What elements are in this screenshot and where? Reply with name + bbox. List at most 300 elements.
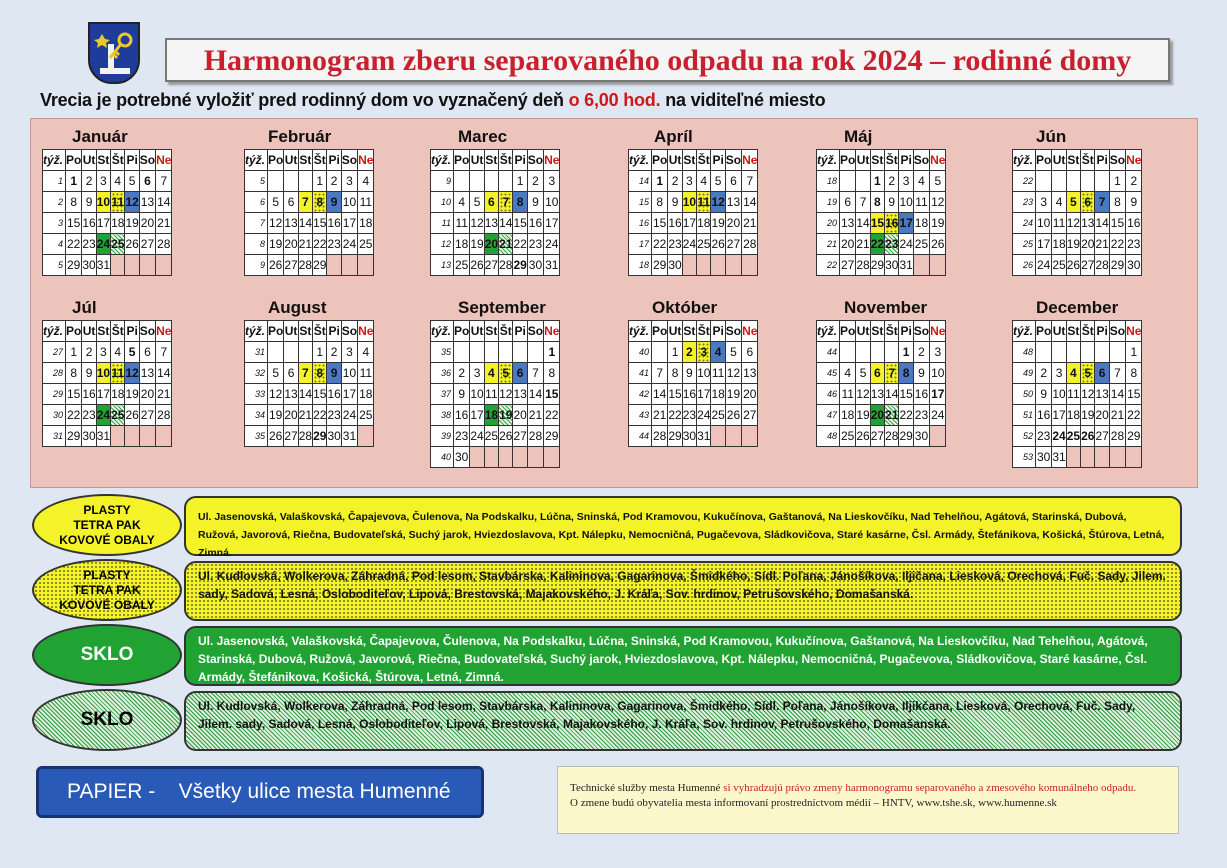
- week-row: [431, 342, 560, 363]
- week-number: 3: [43, 213, 66, 234]
- day-cell: 26: [711, 234, 725, 255]
- week-header: týž.: [431, 321, 454, 342]
- day-cell: 11: [111, 192, 125, 213]
- day-cell: 7: [885, 363, 899, 384]
- week-row: [43, 192, 172, 213]
- week-row: [629, 192, 758, 213]
- day-cell: 9: [1126, 192, 1142, 213]
- day-cell: 10: [1052, 384, 1066, 405]
- day-cell: 26: [725, 405, 741, 426]
- day-cell: 10: [470, 384, 484, 405]
- day-cell: 29: [652, 255, 668, 276]
- day-header: Ut: [668, 150, 682, 171]
- week-row: [245, 384, 374, 405]
- week-number: 13: [431, 255, 454, 276]
- week-number: 45: [817, 363, 840, 384]
- blank-cell: [697, 255, 711, 276]
- legend-label-line: TETRA PAK: [73, 582, 141, 597]
- day-cell: 30: [682, 426, 696, 447]
- day-cell: 2: [527, 171, 543, 192]
- blank-cell: [913, 255, 929, 276]
- week-row: [629, 426, 758, 447]
- day-cell: 1: [66, 171, 82, 192]
- day-cell: 3: [899, 171, 913, 192]
- month-name: Júl: [72, 298, 97, 317]
- day-cell: 7: [298, 192, 312, 213]
- day-cell: 13: [1081, 213, 1095, 234]
- day-header: Ut: [82, 321, 96, 342]
- day-cell: 29: [313, 426, 327, 447]
- day-cell: 19: [1066, 234, 1080, 255]
- day-cell: 15: [544, 384, 560, 405]
- day-cell: 24: [899, 234, 913, 255]
- day-cell: 24: [1052, 426, 1066, 447]
- day-cell: 19: [499, 405, 513, 426]
- day-cell: 6: [513, 363, 527, 384]
- day-cell: 16: [454, 405, 470, 426]
- day-header: Št: [885, 150, 899, 171]
- week-number: 24: [1013, 213, 1036, 234]
- week-number: 22: [817, 255, 840, 276]
- month-name: Apríl: [654, 127, 693, 146]
- day-cell: 26: [930, 234, 946, 255]
- week-number: 31: [43, 426, 66, 447]
- day-cell: 29: [544, 426, 560, 447]
- day-cell: 10: [96, 192, 110, 213]
- day-cell: 9: [327, 192, 341, 213]
- legend-label-line: PLASTY: [83, 567, 131, 582]
- day-cell: 10: [544, 192, 560, 213]
- empty-cell: [284, 342, 298, 363]
- note-line-1: [570, 781, 1170, 796]
- week-row: [1013, 171, 1142, 192]
- blank-cell: [156, 255, 172, 276]
- day-cell: 19: [125, 213, 139, 234]
- day-cell: 24: [930, 405, 946, 426]
- week-number: 6: [245, 192, 268, 213]
- day-cell: 30: [913, 426, 929, 447]
- day-cell: 1: [513, 171, 527, 192]
- empty-cell: [1066, 342, 1080, 363]
- day-cell: 8: [870, 192, 884, 213]
- week-header: týž.: [817, 150, 840, 171]
- legend-label-text: [81, 644, 134, 666]
- day-header: Ne: [156, 321, 172, 342]
- subtitle-suffix: na viditeľné miesto: [660, 90, 826, 110]
- empty-cell: [1095, 342, 1109, 363]
- day-cell: 17: [682, 213, 696, 234]
- empty-cell: [840, 342, 856, 363]
- day-cell: 28: [885, 426, 899, 447]
- day-cell: 24: [544, 234, 560, 255]
- day-cell: 22: [668, 405, 682, 426]
- day-cell: 31: [899, 255, 913, 276]
- day-header: Pi: [899, 321, 913, 342]
- day-cell: 3: [96, 342, 110, 363]
- day-cell: 16: [327, 213, 341, 234]
- day-cell: 9: [668, 192, 682, 213]
- day-cell: 13: [742, 363, 758, 384]
- day-cell: 11: [1066, 384, 1080, 405]
- week-row: [431, 363, 560, 384]
- blank-cell: [742, 426, 758, 447]
- day-header: Ne: [1126, 150, 1142, 171]
- week-row: [431, 447, 560, 468]
- day-header: Št: [111, 150, 125, 171]
- week-row: [245, 192, 374, 213]
- day-cell: 8: [544, 363, 560, 384]
- day-header: St: [870, 150, 884, 171]
- day-cell: 10: [341, 192, 357, 213]
- week-row: [817, 363, 946, 384]
- week-row: [817, 171, 946, 192]
- day-cell: 4: [358, 342, 374, 363]
- day-cell: 14: [156, 192, 172, 213]
- day-cell: 23: [82, 405, 96, 426]
- legend-streets: Ul. Jasenovská, Valaškovská, Čapajevova, Čulenova, Na Podskalku, Lúčna, Sninská, Pod Kramovou, Kukučínova, Gaštanová, Na Lieskovčíku, Nad Tehelňou, Agátová, Starinská, Dubová, Ružová, Javorová, Riečna, Budovateľská, Suchý jarok, Hviezdoslavova, Kpt. Nálepku, Nemocničná, Pugačevova, Sládkovičova, Staré kasárne, Čsl. Armády, Štefánikova, Košická, Štúrova, Letná, Zimná.: [184, 496, 1182, 556]
- week-header: týž.: [1013, 321, 1036, 342]
- day-cell: 23: [885, 234, 899, 255]
- day-cell: 2: [682, 342, 696, 363]
- week-row: [1013, 342, 1142, 363]
- empty-cell: [1109, 342, 1125, 363]
- month-name: Február: [268, 127, 332, 146]
- day-header: Št: [111, 321, 125, 342]
- empty-cell: [499, 171, 513, 192]
- day-header: Pi: [513, 321, 527, 342]
- day-header: Ut: [856, 150, 870, 171]
- month-table: [430, 320, 560, 468]
- day-cell: 16: [913, 384, 929, 405]
- empty-cell: [840, 171, 856, 192]
- week-number: 35: [245, 426, 268, 447]
- day-cell: 15: [1126, 384, 1142, 405]
- day-cell: 5: [711, 171, 725, 192]
- day-cell: 19: [470, 234, 484, 255]
- week-number: 33: [245, 384, 268, 405]
- day-header: Po: [1036, 150, 1052, 171]
- day-cell: 27: [484, 255, 498, 276]
- week-row: [629, 363, 758, 384]
- day-cell: 3: [682, 171, 696, 192]
- week-number: 1: [43, 171, 66, 192]
- day-cell: 3: [96, 171, 110, 192]
- legend-label: [32, 559, 182, 621]
- week-row: [245, 213, 374, 234]
- day-header: St: [96, 150, 110, 171]
- day-cell: 24: [470, 426, 484, 447]
- day-cell: 5: [499, 363, 513, 384]
- day-cell: 17: [96, 213, 110, 234]
- legend-label: [32, 624, 182, 686]
- week-number: 21: [817, 234, 840, 255]
- week-number: 31: [245, 342, 268, 363]
- day-cell: 4: [111, 171, 125, 192]
- day-cell: 2: [913, 342, 929, 363]
- blank-cell: [1066, 447, 1080, 468]
- blank-cell: [1109, 447, 1125, 468]
- day-cell: 9: [885, 192, 899, 213]
- day-cell: 30: [668, 255, 682, 276]
- info-note: [557, 766, 1179, 834]
- day-cell: 1: [544, 342, 560, 363]
- day-cell: 8: [66, 363, 82, 384]
- week-row: [1013, 384, 1142, 405]
- legend-label-line: TETRA PAK: [73, 517, 141, 532]
- week-row: [43, 255, 172, 276]
- day-cell: 15: [870, 213, 884, 234]
- day-cell: 15: [313, 213, 327, 234]
- day-cell: 22: [1126, 405, 1142, 426]
- day-cell: 25: [454, 255, 470, 276]
- day-cell: 16: [1036, 405, 1052, 426]
- day-cell: 11: [111, 363, 125, 384]
- day-cell: 23: [82, 234, 96, 255]
- day-header: Ne: [544, 321, 560, 342]
- day-cell: 13: [513, 384, 527, 405]
- papier-banner: PAPIER - Všetky ulice mesta Humenné: [36, 766, 484, 818]
- empty-cell: [268, 342, 284, 363]
- week-row: [43, 234, 172, 255]
- day-cell: 27: [870, 426, 884, 447]
- day-header: Št: [313, 321, 327, 342]
- page-title: Harmonogram zberu separovaného odpadu na rok 2024 – rodinné domy: [165, 38, 1170, 82]
- week-header: týž.: [245, 150, 268, 171]
- week-row: [817, 192, 946, 213]
- day-cell: 26: [268, 255, 284, 276]
- day-cell: 17: [341, 384, 357, 405]
- day-header: St: [682, 321, 696, 342]
- week-header: týž.: [1013, 150, 1036, 171]
- day-cell: 16: [82, 384, 96, 405]
- day-cell: 7: [1095, 192, 1109, 213]
- day-cell: 13: [284, 384, 298, 405]
- week-number: 50: [1013, 384, 1036, 405]
- day-cell: 2: [82, 171, 96, 192]
- week-row: [43, 171, 172, 192]
- day-header: Pi: [125, 321, 139, 342]
- day-cell: 27: [1081, 255, 1095, 276]
- subtitle-time: o 6,00 hod.: [568, 90, 661, 110]
- day-cell: 13: [870, 384, 884, 405]
- day-cell: 13: [1095, 384, 1109, 405]
- day-header: Pi: [125, 150, 139, 171]
- empty-cell: [1036, 342, 1052, 363]
- week-row: [431, 192, 560, 213]
- day-cell: 21: [156, 213, 172, 234]
- day-header: Pi: [1095, 150, 1109, 171]
- day-cell: 15: [668, 384, 682, 405]
- empty-cell: [1081, 342, 1095, 363]
- week-number: 38: [431, 405, 454, 426]
- day-header: Ne: [742, 321, 758, 342]
- day-cell: 8: [1109, 192, 1125, 213]
- week-row: [431, 234, 560, 255]
- empty-cell: [1052, 171, 1066, 192]
- blank-cell: [358, 255, 374, 276]
- day-cell: 30: [1036, 447, 1052, 468]
- day-cell: 30: [527, 255, 543, 276]
- week-number: 19: [817, 192, 840, 213]
- day-header: So: [725, 150, 741, 171]
- day-cell: 12: [1081, 384, 1095, 405]
- blank-cell: [139, 426, 155, 447]
- day-cell: 25: [913, 234, 929, 255]
- month-table: [816, 320, 946, 447]
- week-header: týž.: [629, 150, 652, 171]
- month-table: [1012, 149, 1142, 276]
- day-cell: 7: [856, 192, 870, 213]
- day-cell: 19: [725, 384, 741, 405]
- day-cell: 13: [725, 192, 741, 213]
- week-number: 40: [431, 447, 454, 468]
- week-number: 27: [43, 342, 66, 363]
- day-header: Ne: [930, 321, 946, 342]
- month-table: [816, 149, 946, 276]
- day-header: St: [870, 321, 884, 342]
- day-cell: 10: [899, 192, 913, 213]
- week-row: [817, 426, 946, 447]
- day-cell: 19: [125, 384, 139, 405]
- day-cell: 14: [527, 384, 543, 405]
- day-cell: 8: [313, 192, 327, 213]
- day-cell: 20: [840, 234, 856, 255]
- day-cell: 28: [156, 234, 172, 255]
- blank-cell: [725, 426, 741, 447]
- day-cell: 20: [139, 384, 155, 405]
- day-cell: 22: [313, 405, 327, 426]
- day-cell: 12: [725, 363, 741, 384]
- day-header: Ne: [1126, 321, 1142, 342]
- legend-streets: Ul. Kudlovská, Wolkerova, Záhradná, Pod lesom, Stavbárska, Kalininova, Gagarinova, Šmidkého, Sídl. Poľana, Jánošíkova, Iljikčana, Liesková, Orechová, Fuč. Sady, Jilem. sady, Sadová, Lesná, Osloboditeľov, Lipová, Brestovská, Majakovského, J. Kráľa, Sov. hrdinov, Petrušovského, Domašanská.: [184, 691, 1182, 751]
- month-table: [42, 320, 172, 447]
- blank-cell: [111, 255, 125, 276]
- day-header: So: [139, 150, 155, 171]
- week-number: 53: [1013, 447, 1036, 468]
- day-cell: 21: [156, 384, 172, 405]
- day-cell: 5: [1081, 363, 1095, 384]
- day-cell: 4: [711, 342, 725, 363]
- day-cell: 7: [298, 363, 312, 384]
- empty-cell: [652, 342, 668, 363]
- day-cell: 19: [268, 234, 284, 255]
- day-cell: 5: [930, 171, 946, 192]
- day-cell: 6: [1095, 363, 1109, 384]
- day-header: St: [1066, 150, 1080, 171]
- week-header: týž.: [245, 321, 268, 342]
- day-cell: 14: [298, 213, 312, 234]
- day-cell: 31: [697, 426, 711, 447]
- day-header: Ut: [1052, 150, 1066, 171]
- day-cell: 9: [527, 192, 543, 213]
- legend-streets: Ul. Jasenovská, Valaškovská, Čapajevova, Čulenova, Na Podskalku, Lúčna, Sninská, Pod Kramovou, Kukučínova, Gaštanová, Na Lieskovčíku, Nad Tehelňou, Agátová, Starinská, Dubová, Ružová, Javorová, Riečna, Budovateľská, Suchý jarok, Hviezdoslavova, Kpt. Nálepku, Nemocničná, Pugačevova, Sládkovičova, Staré kasárne, Čsl. Armády, Štefánikova, Košická, Štúrova, Letná, Zimná.: [184, 626, 1182, 686]
- day-header: Ut: [668, 321, 682, 342]
- month-name: November: [844, 298, 928, 317]
- week-number: 22: [1013, 171, 1036, 192]
- day-cell: 7: [1109, 363, 1125, 384]
- day-cell: 11: [913, 192, 929, 213]
- day-cell: 17: [544, 213, 560, 234]
- blank-cell: [544, 447, 560, 468]
- day-cell: 21: [527, 405, 543, 426]
- day-cell: 1: [870, 171, 884, 192]
- day-cell: 15: [1109, 213, 1125, 234]
- day-cell: 11: [711, 363, 725, 384]
- day-cell: 16: [527, 213, 543, 234]
- empty-cell: [527, 342, 543, 363]
- day-cell: 27: [284, 426, 298, 447]
- day-header: So: [527, 321, 543, 342]
- day-cell: 14: [1095, 213, 1109, 234]
- day-cell: 14: [856, 213, 870, 234]
- day-cell: 1: [313, 171, 327, 192]
- day-cell: 4: [913, 171, 929, 192]
- blank-cell: [470, 447, 484, 468]
- day-header: St: [1066, 321, 1080, 342]
- day-cell: 15: [513, 213, 527, 234]
- blank-cell: [125, 426, 139, 447]
- day-header: Ut: [856, 321, 870, 342]
- day-cell: 14: [652, 384, 668, 405]
- blank-cell: [711, 426, 725, 447]
- day-cell: 21: [298, 405, 312, 426]
- empty-cell: [856, 171, 870, 192]
- day-cell: 23: [527, 234, 543, 255]
- week-number: 8: [245, 234, 268, 255]
- blank-cell: [513, 447, 527, 468]
- day-cell: 22: [513, 234, 527, 255]
- week-row: [1013, 363, 1142, 384]
- week-row: [431, 426, 560, 447]
- day-cell: 30: [1126, 255, 1142, 276]
- day-header: Ut: [470, 150, 484, 171]
- day-cell: 10: [930, 363, 946, 384]
- day-cell: 18: [111, 213, 125, 234]
- week-number: 17: [629, 234, 652, 255]
- day-cell: 21: [652, 405, 668, 426]
- empty-cell: [856, 342, 870, 363]
- week-row: [245, 363, 374, 384]
- week-number: 16: [629, 213, 652, 234]
- day-cell: 12: [470, 213, 484, 234]
- day-cell: 1: [652, 171, 668, 192]
- day-cell: 9: [454, 384, 470, 405]
- month-name: Január: [72, 127, 128, 146]
- week-row: [629, 405, 758, 426]
- day-header: Pi: [327, 150, 341, 171]
- day-cell: 21: [298, 234, 312, 255]
- week-number: 9: [245, 255, 268, 276]
- day-cell: 27: [513, 426, 527, 447]
- day-cell: 29: [1109, 255, 1125, 276]
- day-cell: 28: [652, 426, 668, 447]
- day-cell: 23: [327, 405, 341, 426]
- day-cell: 8: [66, 192, 82, 213]
- day-cell: 4: [358, 171, 374, 192]
- day-cell: 14: [885, 384, 899, 405]
- day-cell: 23: [454, 426, 470, 447]
- week-number: 14: [629, 171, 652, 192]
- day-cell: 21: [856, 234, 870, 255]
- day-cell: 11: [484, 384, 498, 405]
- day-cell: 20: [742, 384, 758, 405]
- day-cell: 7: [156, 171, 172, 192]
- day-cell: 15: [899, 384, 913, 405]
- day-header: So: [913, 321, 929, 342]
- day-cell: 18: [111, 384, 125, 405]
- day-header: Po: [268, 150, 284, 171]
- week-number: 44: [629, 426, 652, 447]
